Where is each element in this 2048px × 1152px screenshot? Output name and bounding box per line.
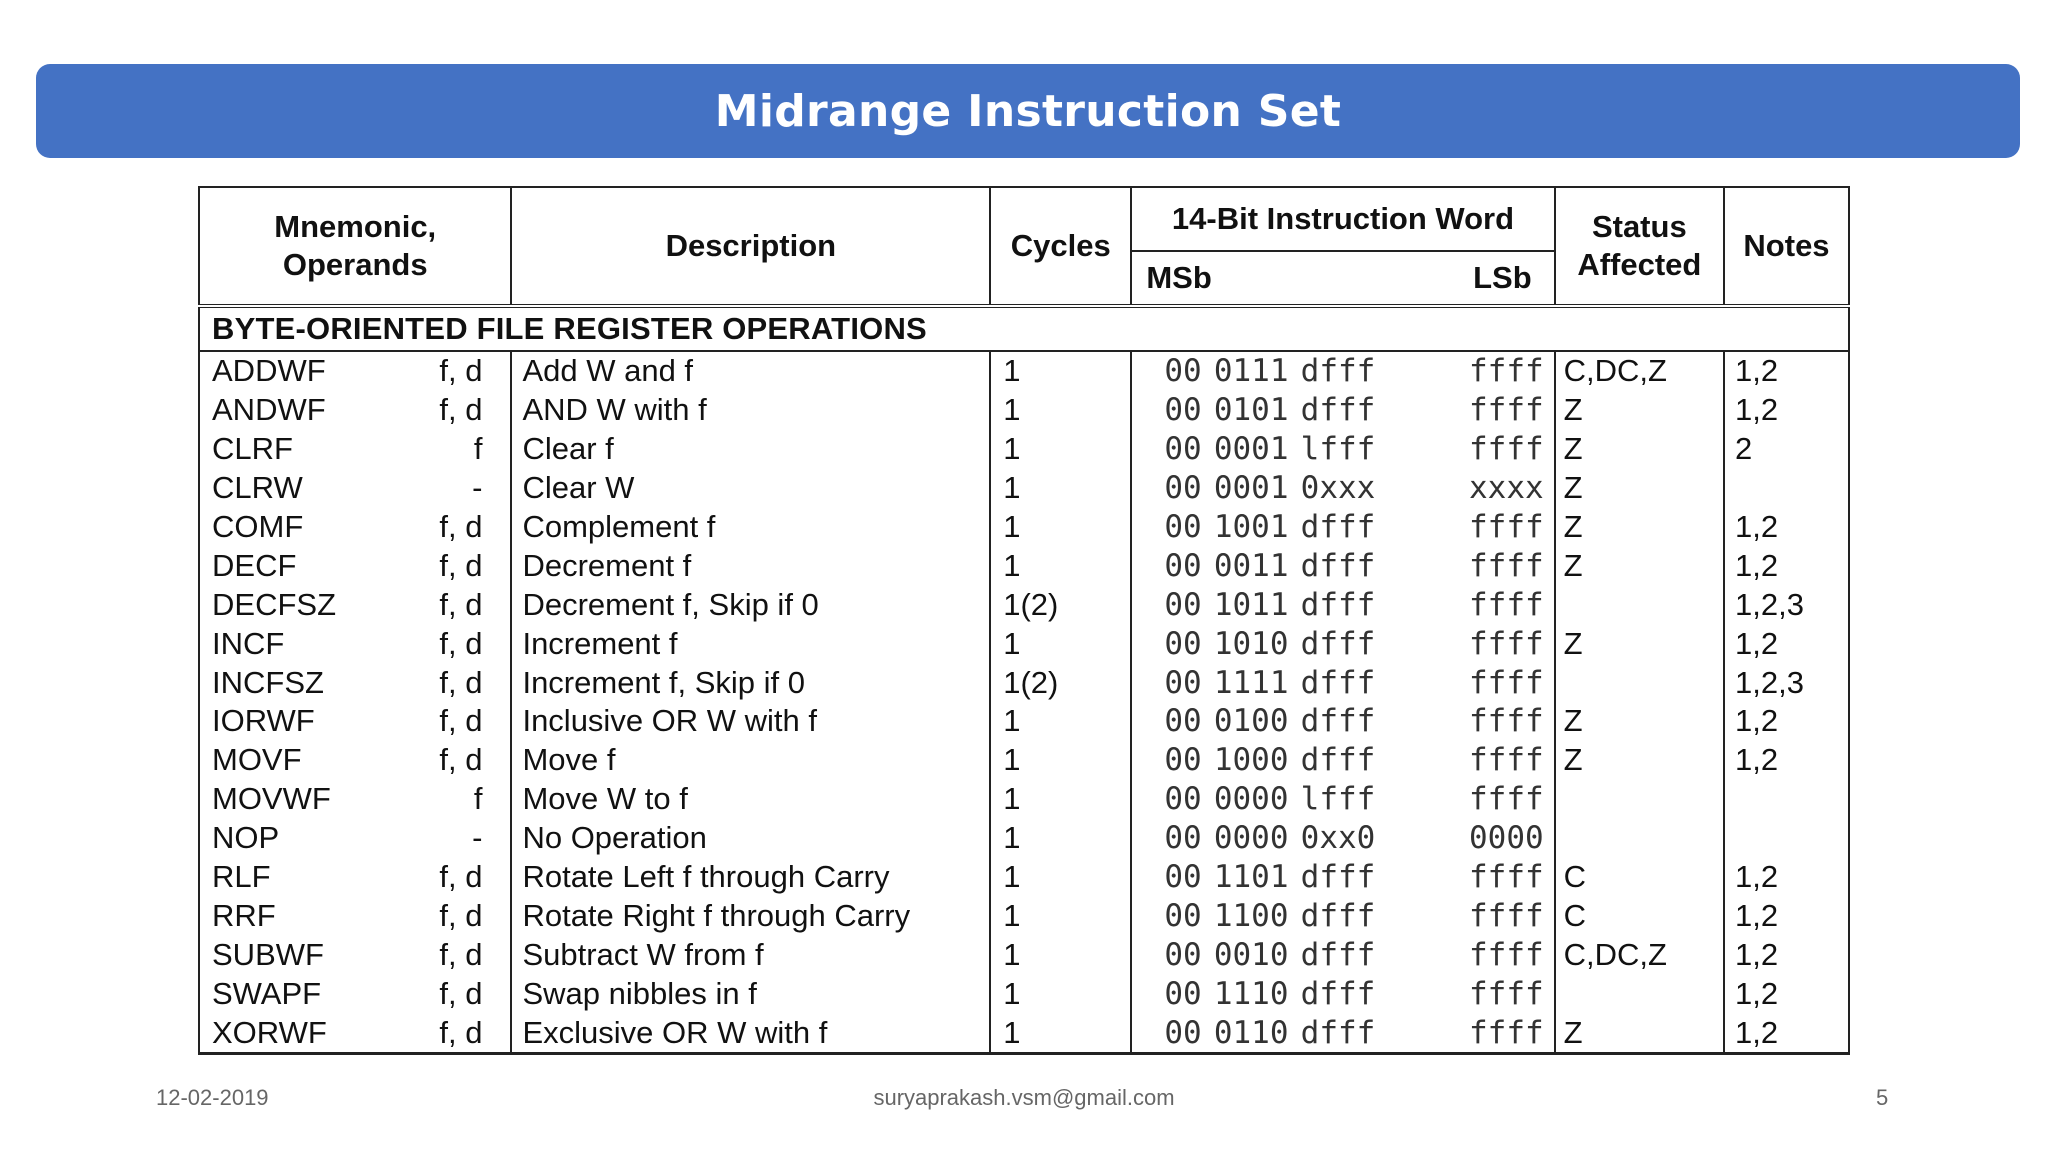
mnemonic: ANDWF	[212, 392, 326, 428]
word-part-4: xxxx	[1469, 470, 1544, 507]
mnemonic: SUBWF	[212, 936, 324, 972]
header-notes: Notes	[1724, 187, 1849, 306]
table-row	[199, 663, 1849, 702]
instruction-word-lsb-cell	[1383, 935, 1554, 974]
cycles-cell: 1	[990, 702, 1131, 741]
table-row	[199, 780, 1849, 819]
instruction-word-msb-cell	[1131, 819, 1383, 858]
operands: f, d	[439, 509, 483, 544]
instruction-table	[198, 186, 1850, 1055]
status-cell: Z	[1555, 1013, 1724, 1053]
instruction-word-msb-cell	[1131, 391, 1383, 430]
mnemonic: RRF	[212, 897, 276, 933]
word-part-1: 00	[1164, 547, 1202, 584]
word-part-3: dfff	[1300, 742, 1376, 779]
mnemonic-cell	[199, 974, 511, 1013]
mnemonic: XORWF	[212, 1014, 327, 1050]
word-part-4: ffff	[1469, 431, 1544, 468]
status-cell	[1555, 663, 1724, 702]
status-cell: Z	[1555, 469, 1724, 508]
word-part-2: 0001	[1213, 470, 1289, 507]
description-cell: Move W to f	[511, 780, 990, 819]
word-part-2: 0000	[1213, 820, 1289, 857]
notes-cell: 1,2	[1724, 351, 1849, 391]
notes-cell: 1,2	[1724, 896, 1849, 935]
word-part-3: lfff	[1300, 431, 1376, 468]
table-row	[199, 741, 1849, 780]
notes-cell: 1,2	[1724, 858, 1849, 897]
instruction-word-lsb-cell	[1383, 546, 1554, 585]
status-cell: Z	[1555, 508, 1724, 547]
description-cell: Increment f, Skip if 0	[511, 663, 990, 702]
word-part-2: 1111	[1213, 664, 1289, 701]
word-part-3: dfff	[1300, 509, 1376, 545]
header-status	[1555, 187, 1724, 306]
description-cell: Move f	[511, 741, 990, 780]
word-part-4: ffff	[1469, 703, 1544, 740]
word-part-4: ffff	[1469, 625, 1544, 662]
mnemonic: MOVF	[212, 742, 302, 778]
description-cell: Subtract W from f	[511, 935, 990, 974]
word-part-3: dfff	[1300, 936, 1376, 973]
description-cell: Clear f	[511, 430, 990, 469]
cycles-cell: 1	[990, 780, 1131, 819]
instruction-word-msb-cell	[1131, 469, 1383, 508]
word-part-2: 0111	[1213, 353, 1289, 390]
word-part-2: 0101	[1213, 392, 1289, 429]
word-part-2: 1100	[1213, 897, 1289, 934]
cycles-cell: 1	[990, 469, 1131, 508]
word-part-2: 1011	[1213, 586, 1289, 623]
cycles-cell: 1	[990, 546, 1131, 585]
word-part-1: 00	[1164, 781, 1202, 818]
description-cell: No Operation	[511, 819, 990, 858]
instruction-word-msb-cell	[1131, 702, 1383, 741]
word-part-1: 00	[1164, 431, 1202, 468]
cycles-cell: 1	[990, 935, 1131, 974]
mnemonic-cell	[199, 546, 511, 585]
word-part-3: 0xx0	[1300, 820, 1376, 857]
operands: f, d	[439, 936, 483, 972]
cycles-cell: 1	[990, 1013, 1131, 1053]
instruction-word-msb-cell	[1131, 858, 1383, 897]
description-cell: Decrement f	[511, 546, 990, 585]
notes-cell: 1,2,3	[1724, 585, 1849, 624]
instruction-word-lsb-cell	[1383, 508, 1554, 547]
word-part-4: ffff	[1469, 392, 1544, 429]
word-part-4: ffff	[1469, 353, 1544, 390]
instruction-word-msb-cell	[1131, 624, 1383, 663]
table-row	[199, 585, 1849, 624]
status-cell	[1555, 819, 1724, 858]
footer-email: suryaprakash.vsm@gmail.com	[873, 1085, 1175, 1110]
word-part-4: ffff	[1469, 781, 1544, 818]
word-part-3: dfff	[1300, 625, 1376, 662]
mnemonic: CLRW	[212, 470, 303, 506]
mnemonic: ADDWF	[212, 353, 326, 389]
word-part-4: ffff	[1469, 859, 1544, 896]
operands: -	[472, 820, 483, 856]
word-part-2: 0000	[1213, 781, 1289, 818]
word-part-1: 00	[1164, 664, 1202, 701]
word-part-1: 00	[1164, 975, 1202, 1012]
word-part-4: ffff	[1469, 547, 1544, 584]
instruction-word-lsb-cell	[1383, 780, 1554, 819]
instruction-word-msb-cell	[1131, 935, 1383, 974]
word-part-3: dfff	[1300, 975, 1376, 1012]
section-title: BYTE-ORIENTED FILE REGISTER OPERATIONS	[199, 306, 1849, 351]
mnemonic: MOVWF	[212, 781, 331, 817]
instruction-word-lsb-cell	[1383, 974, 1554, 1013]
instruction-word-lsb-cell	[1383, 858, 1554, 897]
word-part-3: dfff	[1300, 897, 1376, 934]
mnemonic: RLF	[212, 859, 271, 895]
word-part-2: 0100	[1213, 703, 1289, 740]
operands: f, d	[439, 547, 483, 583]
mnemonic: CLRF	[212, 431, 293, 467]
status-cell: Z	[1555, 624, 1724, 663]
cycles-cell: 1	[990, 508, 1131, 547]
mnemonic-cell	[199, 391, 511, 430]
cycles-cell: 1	[990, 430, 1131, 469]
word-part-1: 00	[1164, 509, 1202, 545]
notes-cell: 1,2	[1724, 935, 1849, 974]
word-part-4: ffff	[1469, 664, 1544, 701]
status-cell: Z	[1555, 702, 1724, 741]
word-part-2: 1001	[1213, 509, 1289, 545]
header-mnemonic-line2: Operands	[282, 247, 428, 282]
word-part-2: 1110	[1213, 975, 1289, 1012]
notes-cell: 1,2	[1724, 391, 1849, 430]
footer-date: 12-02-2019	[156, 1085, 269, 1110]
table-row	[199, 896, 1849, 935]
table-row	[199, 702, 1849, 741]
notes-cell: 1,2	[1724, 624, 1849, 663]
footer-page-number: 5	[1876, 1085, 1889, 1110]
mnemonic-cell	[199, 585, 511, 624]
instruction-word-lsb-cell	[1383, 896, 1554, 935]
instruction-word-msb-cell	[1131, 896, 1383, 935]
word-part-1: 00	[1164, 392, 1202, 429]
description-cell: Rotate Left f through Carry	[511, 858, 990, 897]
cycles-cell: 1	[990, 858, 1131, 897]
instruction-word-lsb-cell	[1383, 624, 1554, 663]
table-row	[199, 546, 1849, 585]
operands: f, d	[439, 353, 483, 389]
table-row	[199, 858, 1849, 897]
notes-cell: 1,2	[1724, 546, 1849, 585]
word-part-3: dfff	[1300, 586, 1376, 623]
notes-cell: 1,2	[1724, 974, 1849, 1013]
word-part-3: 0xxx	[1300, 470, 1376, 507]
instruction-word-msb-cell	[1131, 585, 1383, 624]
word-part-2: 0001	[1213, 431, 1289, 468]
operands: f, d	[439, 859, 483, 895]
table-row	[199, 351, 1849, 391]
mnemonic: DECFSZ	[212, 586, 336, 622]
word-part-4: ffff	[1469, 586, 1544, 623]
mnemonic: IORWF	[212, 703, 315, 739]
mnemonic-cell	[199, 935, 511, 974]
word-part-4: ffff	[1469, 897, 1544, 934]
table-row	[199, 819, 1849, 858]
operands: f, d	[439, 392, 483, 428]
description-cell: Decrement f, Skip if 0	[511, 585, 990, 624]
word-part-1: 00	[1164, 625, 1202, 662]
word-part-2: 1000	[1213, 742, 1289, 779]
description-cell: Increment f	[511, 624, 990, 663]
mnemonic-cell	[199, 351, 511, 391]
word-part-1: 00	[1164, 859, 1202, 896]
word-part-1: 00	[1164, 820, 1202, 857]
instruction-word-msb-cell	[1131, 546, 1383, 585]
mnemonic-cell	[199, 469, 511, 508]
mnemonic-cell	[199, 430, 511, 469]
notes-cell: 1,2	[1724, 1013, 1849, 1053]
mnemonic-cell	[199, 819, 511, 858]
mnemonic-cell	[199, 780, 511, 819]
mnemonic: COMF	[212, 509, 304, 544]
word-part-3: dfff	[1300, 703, 1376, 740]
cycles-cell: 1	[990, 741, 1131, 780]
description-cell: Rotate Right f through Carry	[511, 896, 990, 935]
operands: f, d	[439, 742, 483, 778]
word-part-4: ffff	[1469, 975, 1544, 1012]
table-row	[199, 508, 1849, 547]
header-cycles: Cycles	[990, 187, 1131, 306]
description-cell: Clear W	[511, 469, 990, 508]
notes-cell: 2	[1724, 430, 1849, 469]
word-part-2: 1010	[1213, 625, 1289, 662]
instruction-word-msb-cell	[1131, 974, 1383, 1013]
operands: f, d	[439, 975, 483, 1011]
notes-cell	[1724, 469, 1849, 508]
cycles-cell: 1(2)	[990, 585, 1131, 624]
instruction-table-container	[198, 186, 1850, 1066]
instruction-word-lsb-cell	[1383, 702, 1554, 741]
mnemonic: DECF	[212, 547, 297, 583]
cycles-cell: 1	[990, 624, 1131, 663]
instruction-word-msb-cell	[1131, 741, 1383, 780]
instruction-word-lsb-cell	[1383, 819, 1554, 858]
word-part-1: 00	[1164, 703, 1202, 740]
word-part-4: 0000	[1469, 820, 1544, 857]
header-status-line2: Affected	[1577, 247, 1702, 282]
instruction-word-msb-cell	[1131, 663, 1383, 702]
description-cell: Inclusive OR W with f	[511, 702, 990, 741]
word-part-3: dfff	[1300, 859, 1376, 896]
description-cell: Swap nibbles in f	[511, 974, 990, 1013]
mnemonic: NOP	[212, 820, 280, 856]
mnemonic: INCFSZ	[212, 664, 324, 700]
mnemonic-cell	[199, 1013, 511, 1053]
operands: f	[473, 781, 483, 817]
instruction-word-msb-cell	[1131, 1013, 1383, 1053]
mnemonic-cell	[199, 858, 511, 897]
mnemonic-cell	[199, 508, 511, 547]
mnemonic-cell	[199, 896, 511, 935]
status-cell: C	[1555, 896, 1724, 935]
table-row	[199, 430, 1849, 469]
mnemonic-cell	[199, 624, 511, 663]
table-row	[199, 1013, 1849, 1053]
instruction-word-lsb-cell	[1383, 585, 1554, 624]
cycles-cell: 1	[990, 819, 1131, 858]
word-part-3: dfff	[1300, 547, 1376, 584]
description-cell: Exclusive OR W with f	[511, 1013, 990, 1053]
word-part-2: 0010	[1213, 936, 1289, 973]
word-part-3: dfff	[1300, 392, 1376, 429]
header-status-line1: Status	[1591, 209, 1687, 244]
table-row	[199, 469, 1849, 508]
status-cell: Z	[1555, 430, 1724, 469]
header-mnemonic-line1: Mnemonic,	[274, 209, 437, 244]
mnemonic-cell	[199, 702, 511, 741]
cycles-cell: 1(2)	[990, 663, 1131, 702]
operands: f	[473, 431, 483, 467]
notes-cell: 1,2,3	[1724, 663, 1849, 702]
status-cell	[1555, 780, 1724, 819]
instruction-word-lsb-cell	[1383, 1013, 1554, 1053]
status-cell: C,DC,Z	[1555, 351, 1724, 391]
word-part-1: 00	[1164, 936, 1202, 973]
instruction-word-lsb-cell	[1383, 391, 1554, 430]
status-cell: Z	[1555, 546, 1724, 585]
instruction-word-lsb-cell	[1383, 430, 1554, 469]
table-row	[199, 624, 1849, 663]
instruction-word-msb-cell	[1131, 351, 1383, 391]
status-cell: Z	[1555, 391, 1724, 430]
cycles-cell: 1	[990, 391, 1131, 430]
table-row	[199, 974, 1849, 1013]
notes-cell	[1724, 819, 1849, 858]
word-part-3: dfff	[1300, 664, 1376, 701]
header-msb: MSb	[1131, 251, 1383, 306]
word-part-3: dfff	[1300, 1014, 1376, 1051]
word-part-1: 00	[1164, 897, 1202, 934]
instruction-word-msb-cell	[1131, 430, 1383, 469]
instruction-word-lsb-cell	[1383, 351, 1554, 391]
status-cell: C,DC,Z	[1555, 935, 1724, 974]
word-part-4: ffff	[1469, 742, 1544, 779]
operands: f, d	[439, 1014, 483, 1050]
instruction-word-lsb-cell	[1383, 663, 1554, 702]
description-cell: Complement f	[511, 508, 990, 547]
operands: f, d	[439, 664, 483, 700]
title-banner	[36, 64, 2020, 158]
operands: f, d	[439, 625, 483, 661]
table-row	[199, 391, 1849, 430]
operands: f, d	[439, 897, 483, 933]
header-description: Description	[511, 187, 990, 306]
description-cell: Add W and f	[511, 351, 990, 391]
notes-cell: 1,2	[1724, 508, 1849, 547]
instruction-word-lsb-cell	[1383, 741, 1554, 780]
mnemonic: SWAPF	[212, 975, 322, 1011]
word-part-1: 00	[1164, 353, 1202, 390]
header-mnemonic	[199, 187, 511, 306]
cycles-cell: 1	[990, 974, 1131, 1013]
cycles-cell: 1	[990, 896, 1131, 935]
word-part-4: ffff	[1469, 1014, 1544, 1051]
word-part-4: ffff	[1469, 936, 1544, 973]
instruction-rows	[199, 351, 1849, 1054]
notes-cell	[1724, 780, 1849, 819]
header-instruction-word: 14-Bit Instruction Word	[1131, 187, 1554, 251]
instruction-word-msb-cell	[1131, 780, 1383, 819]
notes-cell: 1,2	[1724, 741, 1849, 780]
instruction-word-msb-cell	[1131, 508, 1383, 547]
word-part-2: 0110	[1213, 1014, 1289, 1051]
word-part-1: 00	[1164, 586, 1202, 623]
notes-cell: 1,2	[1724, 702, 1849, 741]
word-part-3: dfff	[1300, 353, 1376, 390]
status-cell	[1555, 585, 1724, 624]
instruction-word-lsb-cell	[1383, 469, 1554, 508]
word-part-1: 00	[1164, 470, 1202, 507]
operands: f, d	[439, 703, 483, 739]
operands: f, d	[439, 586, 483, 622]
status-cell	[1555, 974, 1724, 1013]
slide-title: Midrange Instruction Set	[714, 85, 1342, 137]
status-cell: Z	[1555, 741, 1724, 780]
cycles-cell: 1	[990, 351, 1131, 391]
word-part-2: 1101	[1213, 859, 1289, 896]
word-part-1: 00	[1164, 1014, 1202, 1051]
description-cell: AND W with f	[511, 391, 990, 430]
table-row	[199, 935, 1849, 974]
operands: -	[472, 470, 483, 506]
header-lsb: LSb	[1383, 251, 1554, 306]
mnemonic: INCF	[212, 625, 285, 661]
word-part-1: 00	[1164, 742, 1202, 779]
word-part-2: 0011	[1213, 547, 1289, 584]
word-part-3: lfff	[1300, 781, 1376, 818]
status-cell: C	[1555, 858, 1724, 897]
word-part-4: ffff	[1469, 509, 1544, 545]
mnemonic-cell	[199, 741, 511, 780]
mnemonic-cell	[199, 663, 511, 702]
